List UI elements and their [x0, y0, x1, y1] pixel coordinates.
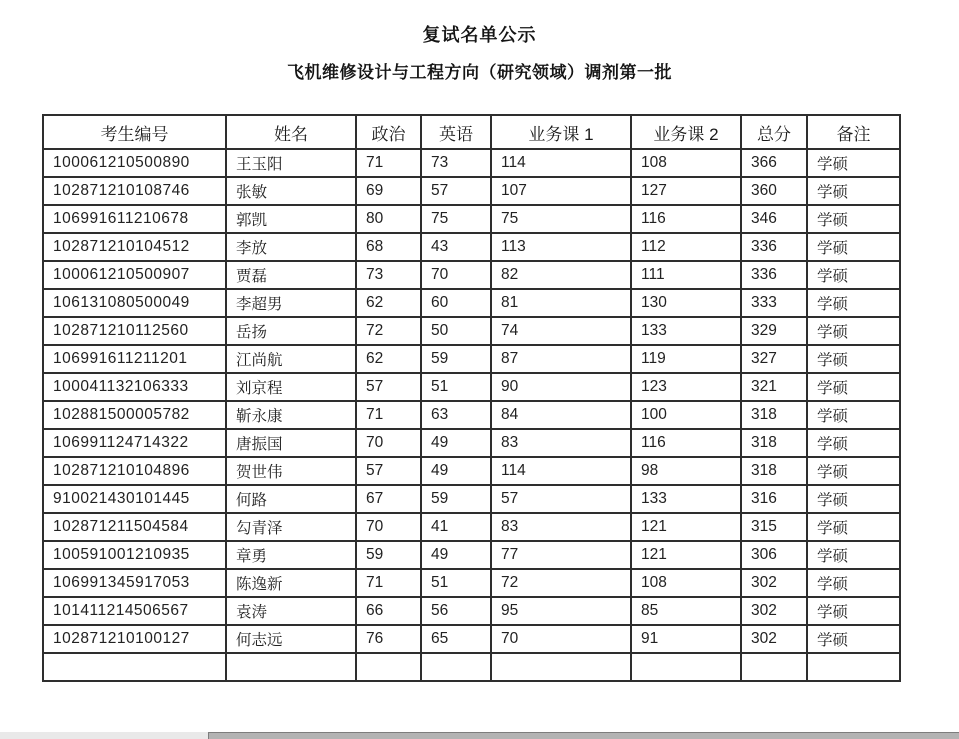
col-header-remark: 备注 [807, 115, 900, 149]
table-cell: 江尚航 [226, 345, 356, 373]
table-cell: 75 [421, 205, 491, 233]
table-cell: 910021430101445 [43, 485, 226, 513]
table-cell: 107 [491, 177, 631, 205]
table-cell: 100 [631, 401, 741, 429]
table-cell: 49 [421, 541, 491, 569]
table-cell: 98 [631, 457, 741, 485]
table-cell: 111 [631, 261, 741, 289]
table-cell: 106991124714322 [43, 429, 226, 457]
table-cell: 50 [421, 317, 491, 345]
table-cell: 318 [741, 401, 807, 429]
table-cell: 306 [741, 541, 807, 569]
table-cell: 101411214506567 [43, 597, 226, 625]
table-cell: 106991345917053 [43, 569, 226, 597]
table-cell: 73 [356, 261, 421, 289]
table-cell: 王玉阳 [226, 149, 356, 177]
table-cell: 113 [491, 233, 631, 261]
table-row [43, 289, 900, 317]
table-cell: 岳扬 [226, 317, 356, 345]
table-cell: 336 [741, 233, 807, 261]
table-cell: 靳永康 [226, 401, 356, 429]
table-row [43, 485, 900, 513]
table-row [43, 261, 900, 289]
table-cell: 李放 [226, 233, 356, 261]
table-cell: 学硕 [807, 373, 900, 401]
table-cell: 57 [421, 177, 491, 205]
table-cell: 71 [356, 149, 421, 177]
table-cell: 何志远 [226, 625, 356, 653]
table-cell: 43 [421, 233, 491, 261]
table-header-row [43, 115, 900, 149]
table-row [43, 569, 900, 597]
table-cell: 114 [491, 457, 631, 485]
table-cell: 84 [491, 401, 631, 429]
table-cell: 70 [421, 261, 491, 289]
table-cell: 学硕 [807, 485, 900, 513]
table-cell: 123 [631, 373, 741, 401]
table-cell: 71 [356, 401, 421, 429]
table-cell: 72 [491, 569, 631, 597]
table-cell: 102871210108746 [43, 177, 226, 205]
table-cell: 106991611210678 [43, 205, 226, 233]
table-cell: 102871210100127 [43, 625, 226, 653]
table-cell: 65 [421, 625, 491, 653]
table-cell: 学硕 [807, 289, 900, 317]
table-cell [631, 653, 741, 681]
page-title: 复试名单公示 [422, 25, 537, 45]
table-cell: 91 [631, 625, 741, 653]
table-cell: 302 [741, 597, 807, 625]
table-cell [807, 653, 900, 681]
table-cell: 119 [631, 345, 741, 373]
col-header-course2: 业务课 2 [631, 115, 741, 149]
table-cell: 学硕 [807, 261, 900, 289]
table-cell: 366 [741, 149, 807, 177]
table-cell: 何路 [226, 485, 356, 513]
table-cell: 73 [421, 149, 491, 177]
table-cell: 60 [421, 289, 491, 317]
table-cell: 袁涛 [226, 597, 356, 625]
table-cell: 71 [356, 569, 421, 597]
table-cell: 133 [631, 485, 741, 513]
table-cell: 83 [491, 513, 631, 541]
table-row [43, 233, 900, 261]
table-row [43, 177, 900, 205]
table-cell: 318 [741, 457, 807, 485]
candidate-table [42, 114, 901, 682]
table-cell: 62 [356, 345, 421, 373]
table-row [43, 541, 900, 569]
col-header-total: 总分 [741, 115, 807, 149]
table-row [43, 597, 900, 625]
table-row [43, 401, 900, 429]
table-cell: 100041132106333 [43, 373, 226, 401]
table-cell: 57 [491, 485, 631, 513]
table-cell: 85 [631, 597, 741, 625]
table-cell: 87 [491, 345, 631, 373]
table-cell: 327 [741, 345, 807, 373]
table-cell: 刘京程 [226, 373, 356, 401]
table-cell: 41 [421, 513, 491, 541]
table-row [43, 345, 900, 373]
table-cell: 68 [356, 233, 421, 261]
table-cell: 130 [631, 289, 741, 317]
table-cell: 学硕 [807, 457, 900, 485]
table-cell: 102871210104512 [43, 233, 226, 261]
table-cell: 116 [631, 205, 741, 233]
table-row [43, 149, 900, 177]
table-cell: 59 [421, 345, 491, 373]
table-cell: 329 [741, 317, 807, 345]
table-cell [43, 653, 226, 681]
table-cell: 333 [741, 289, 807, 317]
table-cell: 102881500005782 [43, 401, 226, 429]
table-cell: 75 [491, 205, 631, 233]
table-cell: 114 [491, 149, 631, 177]
col-header-course1: 业务课 1 [491, 115, 631, 149]
table-cell: 张敏 [226, 177, 356, 205]
table-cell: 陈逸新 [226, 569, 356, 597]
table-cell: 学硕 [807, 317, 900, 345]
table-cell: 82 [491, 261, 631, 289]
table-cell: 106131080500049 [43, 289, 226, 317]
table-cell: 74 [491, 317, 631, 345]
table-cell: 302 [741, 625, 807, 653]
table-cell: 121 [631, 513, 741, 541]
table-cell: 76 [356, 625, 421, 653]
table-cell: 57 [356, 373, 421, 401]
table-cell: 106991611211201 [43, 345, 226, 373]
table-row [43, 205, 900, 233]
col-header-english: 英语 [421, 115, 491, 149]
table-cell: 学硕 [807, 625, 900, 653]
table-row [43, 625, 900, 653]
table-cell: 56 [421, 597, 491, 625]
table-cell: 贺世伟 [226, 457, 356, 485]
table-cell: 学硕 [807, 401, 900, 429]
col-header-candidate-id: 考生编号 [43, 115, 226, 149]
table-cell: 83 [491, 429, 631, 457]
table-cell: 贾磊 [226, 261, 356, 289]
table-row [43, 373, 900, 401]
table-cell: 学硕 [807, 429, 900, 457]
table-cell: 127 [631, 177, 741, 205]
table-cell: 学硕 [807, 205, 900, 233]
table-cell: 学硕 [807, 233, 900, 261]
table-cell: 70 [491, 625, 631, 653]
table-cell: 112 [631, 233, 741, 261]
table-cell: 108 [631, 149, 741, 177]
table-cell: 77 [491, 541, 631, 569]
table-cell: 318 [741, 429, 807, 457]
table-cell: 59 [356, 541, 421, 569]
table-cell: 336 [741, 261, 807, 289]
table-cell: 133 [631, 317, 741, 345]
table-cell: 121 [631, 541, 741, 569]
table-cell: 学硕 [807, 597, 900, 625]
table-cell: 302 [741, 569, 807, 597]
table-cell: 102871210104896 [43, 457, 226, 485]
table-cell: 346 [741, 205, 807, 233]
table-cell: 67 [356, 485, 421, 513]
table-cell: 学硕 [807, 541, 900, 569]
table-row [43, 317, 900, 345]
table-cell: 62 [356, 289, 421, 317]
table-cell: 116 [631, 429, 741, 457]
table-cell: 108 [631, 569, 741, 597]
table-cell: 100061210500890 [43, 149, 226, 177]
table-cell: 郭凯 [226, 205, 356, 233]
table-cell: 315 [741, 513, 807, 541]
table-cell: 102871210112560 [43, 317, 226, 345]
partial-next-row [43, 653, 900, 681]
table-cell: 69 [356, 177, 421, 205]
horizontal-scrollbar[interactable] [0, 732, 959, 739]
table-viewport [42, 114, 902, 731]
table-cell: 316 [741, 485, 807, 513]
table-cell: 49 [421, 457, 491, 485]
table-cell: 学硕 [807, 513, 900, 541]
table-cell: 102871211504584 [43, 513, 226, 541]
table-cell: 81 [491, 289, 631, 317]
table-row [43, 513, 900, 541]
table-cell: 66 [356, 597, 421, 625]
table-cell [421, 653, 491, 681]
table-cell: 学硕 [807, 177, 900, 205]
table-cell: 李超男 [226, 289, 356, 317]
document-page [0, 22, 959, 739]
col-header-name: 姓名 [226, 115, 356, 149]
table-cell: 70 [356, 513, 421, 541]
scrollbar-thumb[interactable] [208, 732, 959, 739]
table-cell: 63 [421, 401, 491, 429]
page-subtitle: 飞机维修设计与工程方向（研究领域）调剂第一批 [287, 63, 672, 82]
table-cell: 勾青泽 [226, 513, 356, 541]
table-cell: 学硕 [807, 345, 900, 373]
table-cell: 80 [356, 205, 421, 233]
table-cell: 72 [356, 317, 421, 345]
table-cell: 100591001210935 [43, 541, 226, 569]
table-cell: 70 [356, 429, 421, 457]
table-cell: 100061210500907 [43, 261, 226, 289]
col-header-politics: 政治 [356, 115, 421, 149]
table-cell: 90 [491, 373, 631, 401]
table-cell: 学硕 [807, 569, 900, 597]
table-row [43, 457, 900, 485]
table-cell: 59 [421, 485, 491, 513]
table-cell: 95 [491, 597, 631, 625]
table-cell [356, 653, 421, 681]
table-cell: 51 [421, 373, 491, 401]
table-cell [491, 653, 631, 681]
table-cell [226, 653, 356, 681]
table-cell: 学硕 [807, 149, 900, 177]
table-cell: 360 [741, 177, 807, 205]
table-cell: 321 [741, 373, 807, 401]
table-row [43, 429, 900, 457]
table-cell: 57 [356, 457, 421, 485]
table-cell: 51 [421, 569, 491, 597]
table-cell: 唐振国 [226, 429, 356, 457]
table-cell [741, 653, 807, 681]
table-cell: 49 [421, 429, 491, 457]
table-cell: 章勇 [226, 541, 356, 569]
